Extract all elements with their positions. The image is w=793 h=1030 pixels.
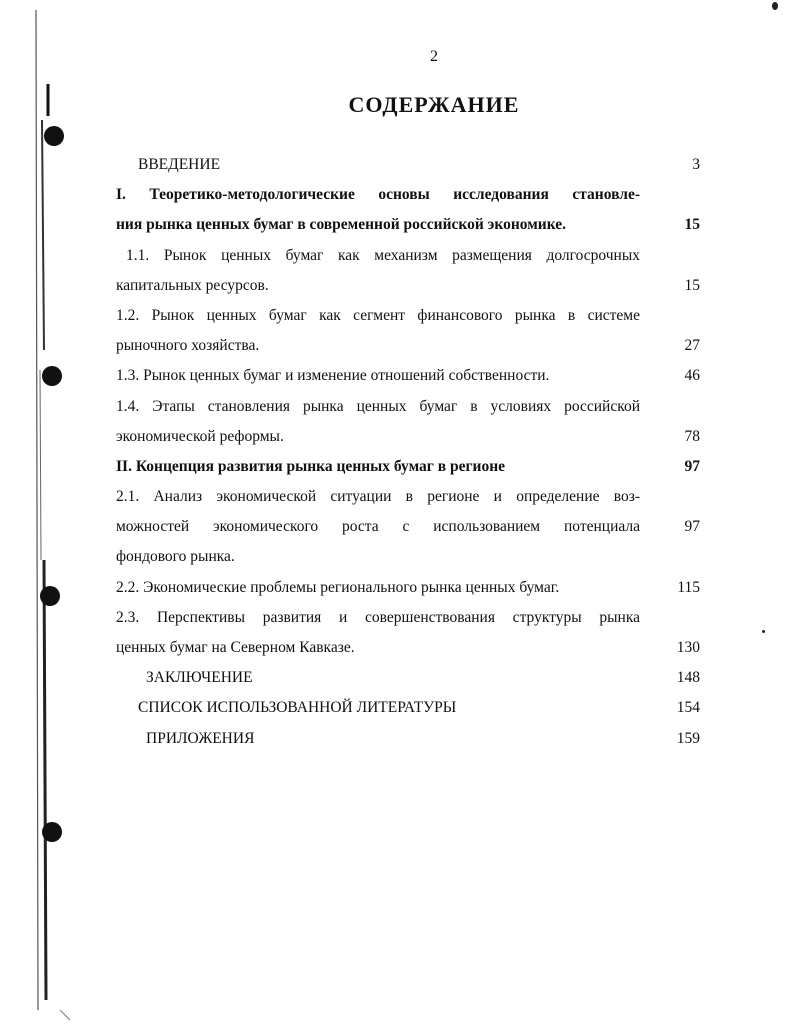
scan-speck <box>772 2 778 10</box>
toc-entry-line <box>116 180 700 210</box>
toc-entry-text: ценных бумаг на Северном Кавказе. <box>116 639 355 656</box>
toc-entry-text: рыночного хозяйства. <box>116 337 260 355</box>
toc-entry-line <box>116 603 700 633</box>
toc-entry-line <box>116 663 700 693</box>
toc-page-number: 97 <box>684 457 700 475</box>
toc-entry-line <box>116 633 700 663</box>
toc-entry-line <box>116 210 700 240</box>
binding-marks-graphic <box>0 0 70 1025</box>
toc-page-number: 154 <box>676 699 700 717</box>
toc-entry-line <box>116 331 700 361</box>
toc-entry-line <box>116 271 700 301</box>
toc-entry-text: 1.3. Рынок ценных бумаг и изменение отношений собственности. <box>116 367 550 385</box>
toc-entry-text: 2.1. Анализ экономической ситуации в регионе и определение воз- <box>116 488 640 506</box>
toc-entry-text: ПРИЛОЖЕНИЯ <box>146 729 255 747</box>
toc-entry-text: 1.2. Рынок ценных бумаг как сегмент финансового рынка в системе <box>116 306 640 324</box>
toc-page-number: 97 <box>684 518 700 536</box>
toc-entry-line <box>116 542 700 572</box>
toc-page-number: 78 <box>684 427 700 445</box>
toc-entry-line <box>116 301 700 331</box>
toc-entry-line <box>116 482 700 512</box>
toc-entry-line <box>116 724 700 754</box>
table-of-contents <box>116 150 700 754</box>
toc-entry-text: 1.4. Этапы становления рынка ценных бумаг в условиях российской <box>116 397 640 415</box>
binding-edge <box>0 0 70 1025</box>
toc-page-number: 15 <box>684 216 700 234</box>
toc-entry-text: экономической реформы. <box>116 427 284 445</box>
page-title: СОДЕРЖАНИЕ <box>348 92 520 117</box>
page-number: 2 <box>430 48 438 65</box>
scan-speck <box>762 630 765 633</box>
toc-entry-line <box>116 392 700 422</box>
toc-page-number: 115 <box>677 578 700 596</box>
toc-entry-line <box>116 452 700 482</box>
toc-entry-text: капитальных ресурсов. <box>116 276 269 294</box>
toc-entry-line <box>116 241 700 271</box>
toc-page-number: 148 <box>676 669 700 687</box>
toc-entry-text: II. Концепция развития рынка ценных бумаг в регионе <box>116 457 505 475</box>
toc-entry-text: ния рынка ценных бумаг в современной российской экономике. <box>116 216 567 234</box>
toc-entry-text: 1.1. Рынок ценных бумаг как механизм размещения долгосрочных <box>126 246 640 264</box>
toc-entry-text: фондового рынка. <box>116 548 235 566</box>
toc-page-number: 27 <box>684 337 700 355</box>
toc-entry-line <box>116 361 700 391</box>
toc-entry-text: 2.3. Перспективы развития и совершенствования структуры рынка <box>116 608 640 626</box>
toc-page-number: 3 <box>692 156 700 173</box>
toc-page-number: 159 <box>676 729 700 747</box>
toc-entry-text: ЗАКЛЮЧЕНИЕ <box>146 669 253 687</box>
toc-entry-text: I. Теоретико-методологические основы исследования становле- <box>116 186 640 204</box>
toc-page-number: 130 <box>676 639 700 656</box>
toc-entry-text: 2.2. Экономические проблемы регионального рынка ценных бумаг. <box>116 578 560 596</box>
toc-entry-line <box>116 512 700 542</box>
toc-entry-line <box>116 150 700 180</box>
toc-entry-text: можностей экономического роста с использованием потенциала <box>116 518 640 536</box>
toc-entry-line <box>116 422 700 452</box>
toc-entry-line <box>116 693 700 723</box>
toc-entry-text: ВВЕДЕНИЕ <box>138 156 221 173</box>
toc-entry-text: СПИСОК ИСПОЛЬЗОВАННОЙ ЛИТЕРАТУРЫ <box>138 699 457 717</box>
toc-entry-line <box>116 573 700 603</box>
toc-page-number: 15 <box>684 276 700 294</box>
toc-page-number: 46 <box>684 367 700 385</box>
